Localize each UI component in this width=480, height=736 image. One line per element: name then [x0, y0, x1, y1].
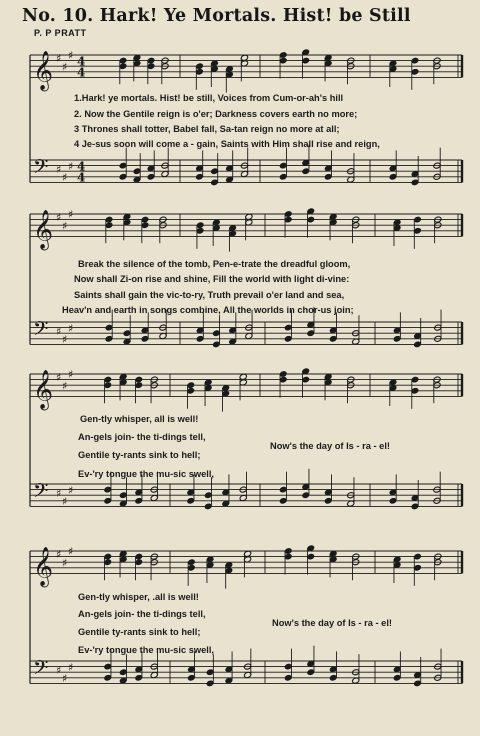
hymn-author: P. P PRATT: [34, 28, 87, 38]
sharp-icon: ♯: [68, 661, 74, 674]
treble-clef-icon: 𝄞: [33, 209, 54, 250]
sharp-icon: ♯: [62, 171, 68, 184]
bass-clef-icon: 𝄢: [33, 317, 49, 345]
sharp-icon: ♯: [62, 672, 68, 685]
sharp-icon: ♯: [68, 160, 74, 173]
staff-group: [30, 49, 462, 685]
sharp-icon: ♯: [68, 368, 74, 381]
sharp-icon: ♯: [56, 211, 62, 224]
sharp-icon: ♯: [56, 325, 62, 338]
lyric-line: 2. Now the Gentile reign is o'er; Darkness covers earth no more;: [74, 109, 358, 119]
lyric-line: Now shall Zi-on rise and shine, Fill the world with light di-vine:: [74, 274, 350, 284]
sharp-icon: ♯: [56, 487, 62, 500]
lyric-line: Break the silence of the tomb, Pen-e-trate the dreadful gloom,: [78, 259, 351, 269]
sharp-icon: ♯: [68, 208, 74, 221]
lyric-line: Saints shall gain the vic-to-ry, Truth prevail o'er land and sea,: [74, 290, 345, 300]
lyric-line: Gentile ty-rants sink to hell;: [78, 627, 201, 637]
lyric-line: Gentile ty-rants sink to hell;: [78, 450, 201, 460]
sharp-icon: ♯: [56, 52, 62, 65]
sharp-icon: ♯: [62, 379, 68, 393]
lyric-line: 4 Je-sus soon will come a - gain, Saints with Him shall rise and reign,: [74, 139, 380, 149]
lyric-line: An-gels join- the ti-dings tell,: [78, 432, 206, 442]
sharp-icon: ♯: [56, 371, 62, 384]
time-signature-denominator: 4: [77, 170, 86, 185]
lyric-line: Heav'n and earth in songs combine, All the worlds in chor-us join;: [62, 305, 354, 315]
time-signature-denominator: 4: [77, 65, 86, 80]
time-signature-numerator: 4: [77, 159, 86, 174]
hymn-title: No. 10. Hark! Ye Mortals. Hist! be Still: [22, 6, 411, 26]
sharp-icon: ♯: [68, 49, 74, 62]
bass-clef-icon: 𝄢: [33, 479, 49, 507]
sharp-icon: ♯: [68, 545, 74, 558]
sharp-icon: ♯: [62, 219, 68, 233]
sharp-icon: ♯: [68, 484, 74, 497]
lyric-line: Ev-'ry tongue the mu-sic swell,: [78, 645, 215, 655]
sharp-icon: ♯: [68, 322, 74, 335]
sharp-icon: ♯: [62, 60, 68, 74]
refrain-line: Now's the day of Is - ra - el!: [272, 618, 392, 628]
sharp-icon: ♯: [62, 556, 68, 570]
lyric-line: Gen-tly whisper, .all is well!: [78, 592, 199, 602]
treble-clef-icon: 𝄞: [33, 50, 54, 91]
lyric-line: 1.Hark! ye mortals. Hist! be still, Voices from Cum-or-ah's hill: [74, 93, 344, 103]
lyric-line: Gen-tly whisper, all is well!: [80, 414, 199, 424]
sharp-icon: ♯: [56, 664, 62, 677]
bass-clef-icon: 𝄢: [33, 155, 49, 183]
refrain-line: Now's the day of Is - ra - el!: [270, 441, 390, 451]
notes-group: [104, 49, 442, 687]
treble-clef-icon: 𝄞: [33, 369, 54, 410]
treble-clef-icon: 𝄞: [33, 546, 54, 587]
lyric-line: 3 Thrones shall totter, Babel fall, Sa-tan reign no more at all;: [74, 124, 340, 134]
time-signature-numerator: 4: [77, 54, 86, 69]
sharp-icon: ♯: [56, 548, 62, 561]
lyric-line: Ev-'ry tongue the mu-sic swell,: [78, 469, 215, 479]
sharp-icon: ♯: [62, 333, 68, 346]
sharp-icon: ♯: [62, 495, 68, 508]
lyric-line: An-gels join- the ti-dings tell,: [78, 609, 206, 619]
bass-clef-icon: 𝄢: [33, 656, 49, 684]
sharp-icon: ♯: [56, 163, 62, 176]
